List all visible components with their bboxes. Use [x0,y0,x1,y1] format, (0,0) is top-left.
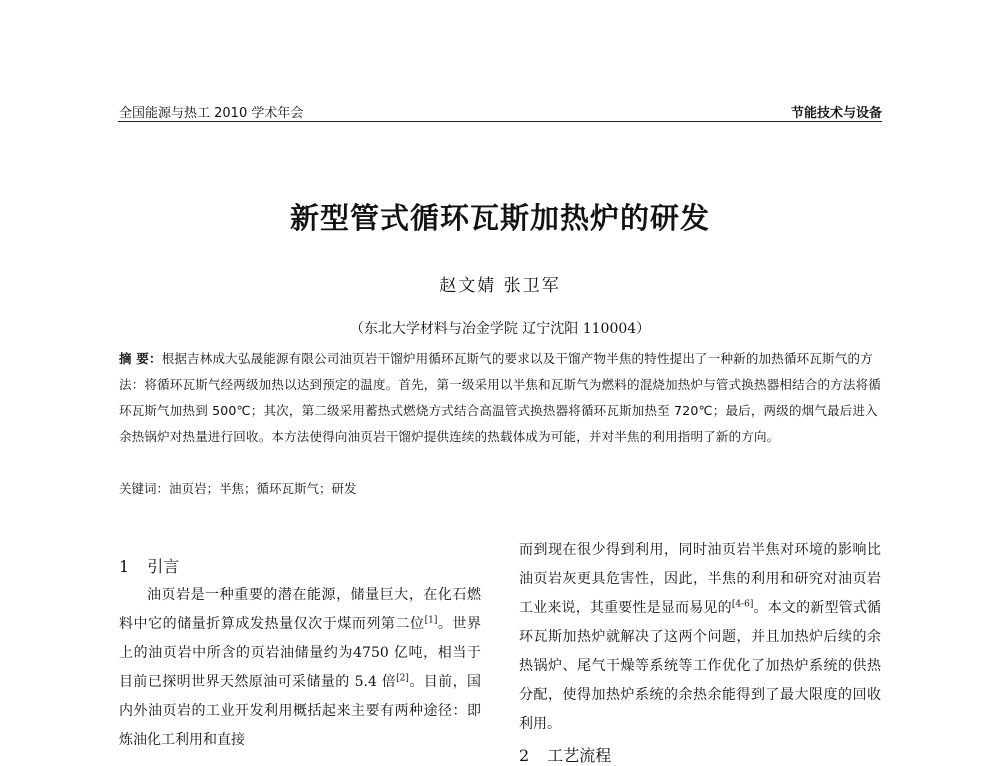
left-column [119,581,481,755]
keywords-text: 油页岩；半焦；循环瓦斯气；研发 [169,481,357,496]
abstract-label: 摘 要： [119,351,162,366]
paper-authors: 赵文婧 张卫军 [439,276,561,296]
keywords [119,476,883,502]
running-header-section: 节能技术与设备 [790,106,882,121]
paragraph-text: 。本文的新型管式循环瓦斯加热炉就解决了这两个问题，并且加热炉后续的余热锅炉、尾气干燥等系统等工作优化了加热炉系统的供热分配，使得加热炉系统的余热余能得到了最大限度的回收利用。 [519,600,882,732]
paragraph-text: 油页岩是一种重要的潜在能源，储量巨大，在化石燃料中它的储量折算成发热量仅次于煤而列第二位 [119,587,481,632]
citation-1: [1] [424,615,438,626]
section-1-paragraph [119,581,481,755]
section-2-heading [519,743,611,766]
right-column [519,536,881,739]
paragraph-text: 。世界上的油页岩中所含的页岩油储量约为4750 亿吨，相当于目前已探明世界天然原油可采储量的 5.4 倍 [119,616,481,690]
abstract [119,346,883,450]
paragraph-text: 。目前，国内外油页岩的工业开发利用概括起来主要有两种途径：即炼油化工利用和直接 [119,674,482,748]
abstract-text: 根据吉林成大弘晟能源有限公司油页岩干馏炉用循环瓦斯气的要求以及干馏产物半焦的特性提出了一种新的加热循环瓦斯气的方法：将循环瓦斯气经两级加热以达到预定的温度。首先，第一级采用以半焦和瓦斯气为燃料的混烧加热炉与管式换热器相结合的方法将循环瓦斯气加热到 500℃；其次，第二级采用蓄热式燃烧方式结合高温管式换热器将循环瓦斯加热至 720℃；最后，两级的烟气最后进入余热锅炉对热量进行回收。本方法使得向油页岩干馏炉提供连续的热载体成为可能，并对半焦的利用指明了新的方向。 [119,351,882,444]
citation-4-6: [4-6] [731,599,754,610]
paper-affiliation: （东北大学材料与冶金学院 辽宁沈阳 110004） [349,321,651,337]
citation-2: [2] [396,673,409,684]
section-2-number: 2 [519,746,530,765]
paragraph-text: 而到现在很少得到利用，同时油页岩半焦对环境的影响比油页岩灰更具危害性，因此，半焦的利用和研究对油页岩工业来说，其重要性是显而易见的 [519,542,881,616]
keywords-label: 关键词： [119,481,170,496]
paper-title: 新型管式循环瓦斯加热炉的研发 [289,201,710,235]
header-rule [118,121,882,122]
section-1-title: 引言 [147,557,180,576]
section-1-number: 1 [119,557,130,576]
section-2-title: 工艺流程 [547,746,612,765]
running-header-conference: 全国能源与热工 2010 学术年会 [119,106,304,121]
section-1-heading [119,554,179,577]
right-column-paragraph [519,536,881,739]
